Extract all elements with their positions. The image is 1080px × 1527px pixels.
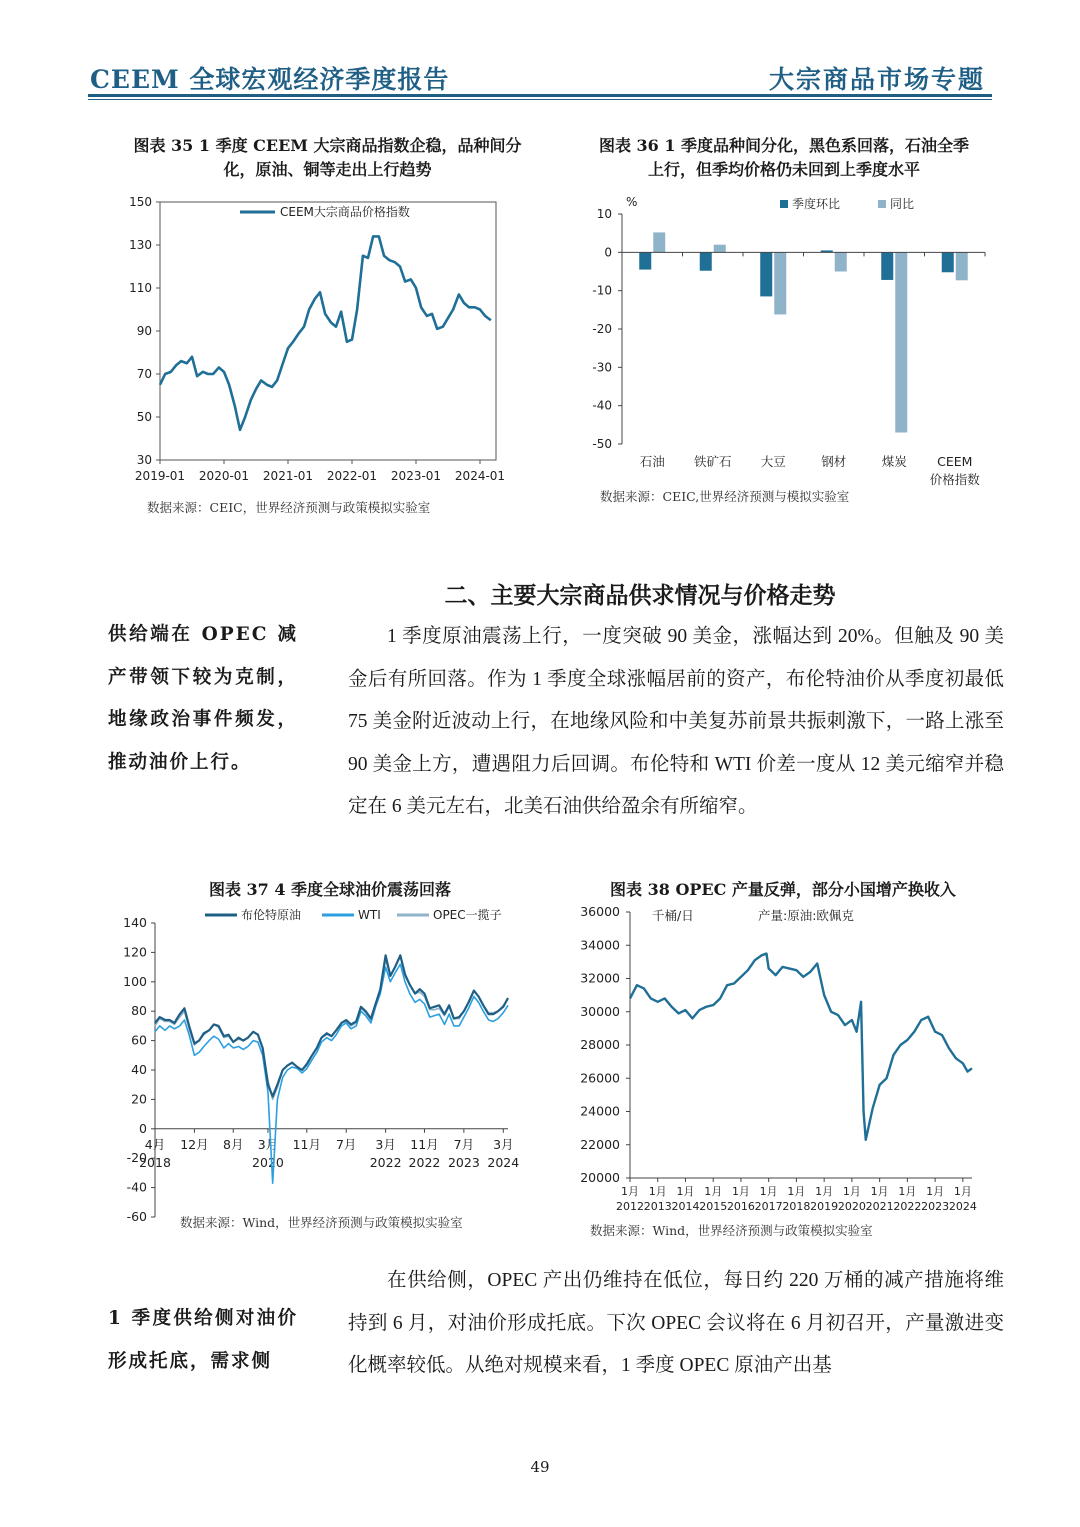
x-tick-month: 1月 [870,1185,889,1198]
x-year-label: 2022 [369,1154,402,1170]
y-tick-label: 32000 [580,970,620,986]
fig36-svg [580,190,1000,490]
x-tick-label: 3月 [257,1136,279,1152]
x-tick-label: 7月 [335,1136,357,1152]
y-tick-label: 10 [596,207,612,221]
x-tick-year: 2013 [643,1200,672,1213]
x-tick-year: 2019 [810,1200,839,1213]
x-tick-year: 2023 [921,1200,950,1213]
y-tick-label: -10 [592,283,612,298]
bar-yoy [653,232,665,252]
fig35-source: 数据来源：CEIC，世界经济预测与政策模拟实验室 [147,500,431,515]
paragraph-1: 1 季度原油震荡上行，一度突破 90 美金，涨幅达到 20%。但触及 90 美金后有所回落。作为 1 季度全球涨幅居前的资产，布伦特油价从季度初最低 75 美金附近波动上行，在地缘风险和中美复苏前景共振刺激下，一路上涨至 90 美金上方，遭遇阻力后回调。布伦特和 WTI 价差一度从 12 美元缩窄并稳定在 6 美元左右，北美石油供给盈余有所缩窄。 [348,626,1004,817]
fig36-source: 数据来源：CEIC,世界经济预测与模拟实验室 [600,489,850,504]
legend-label: 同比 [890,197,915,211]
y-tick-label: 120 [123,944,147,960]
plot-frame [160,202,496,460]
x-tick-year: 2021 [865,1200,894,1213]
x-tick-month: 1月 [953,1185,972,1198]
y-tick-label: 20000 [580,1170,620,1185]
x-year-label: 2024 [487,1154,520,1170]
x-year-label: 2020 [252,1154,284,1170]
report-title: CEEM 全球宏观经济季度报告 [90,65,450,94]
y-tick-label: -20 [592,322,612,336]
x-tick-year: 2016 [726,1200,755,1213]
y-unit: % [626,195,638,209]
x-tick-label: 2019-01 [134,469,186,483]
y-tick-label: 40 [131,1062,147,1077]
fig36-title [568,134,1000,182]
bar-qoq [700,252,712,270]
x-tick-month: 1月 [926,1185,945,1198]
x-tick-month: 1月 [842,1185,861,1198]
y-tick-label: 26000 [580,1070,620,1086]
fig38-title: 图表 38 OPEC 产量反弹，部分小国增产换收入 [610,880,956,899]
fig35-title-line1: 图表 35 1 季度 CEEM 大宗商品指数企稳，品种间分 [133,136,522,155]
y-tick-label: 80 [131,1003,147,1019]
fig36-title-line2: 上行，但季均价格仍未回到上季度水平 [647,160,920,179]
legend-swatch [780,200,788,208]
x-tick-year: 2018 [782,1200,811,1213]
y-tick-label: 110 [129,281,152,295]
category-label: 石油 [639,454,665,469]
y-tick-label: 0 [139,1120,147,1136]
y-tick-label: 22000 [580,1136,620,1152]
x-tick-label: 8月 [223,1136,244,1152]
y-tick-label: 140 [123,915,147,930]
x-tick-label: 11月 [292,1136,321,1152]
x-year-label: 2022 [408,1154,441,1170]
y-tick-label: -20 [126,1150,147,1166]
series-line-2 [155,957,508,1100]
x-tick-year: 2024 [948,1200,977,1213]
legend-label: WTI [358,908,381,922]
category-label: 大豆 [760,454,786,469]
section-title-text: 二、主要大宗商品供求情况与价格走势 [444,582,836,609]
units-label: 千桶/日 [652,908,694,923]
fig36-title-line1: 图表 36 1 季度品种间分化，黑色系回落，石油全季 [598,136,970,155]
fig38-source: 数据来源：Wind，世界经济预测与政策模拟实验室 [590,1223,873,1238]
x-tick-month: 1月 [759,1185,778,1198]
fig37-chart [100,900,540,1234]
fig37-source: 数据来源：Wind，世界经济预测与政策模拟实验室 [180,1215,463,1230]
page-number: 49 [530,1458,550,1476]
fig35-title-line2: 化，原油、铜等走出上行趋势 [223,160,432,179]
fig38-chart [572,900,992,1224]
category-label: 钢材 [821,454,847,469]
x-tick-label: 11月 [410,1136,439,1152]
x-tick-month: 1月 [898,1185,917,1198]
ceem-index-line [160,236,491,430]
y-tick-label: 100 [123,973,147,989]
category-label: 煤炭 [881,454,907,469]
x-tick-label: 2020-01 [198,469,250,483]
report-topic: 大宗商品市场专题 [768,65,985,94]
x-tick-month: 1月 [731,1185,750,1198]
bar-yoy [774,252,786,314]
legend-label: 布伦特原油 [241,908,302,922]
y-tick-label: 20 [131,1091,147,1107]
legend-label: CEEM大宗商品价格指数 [280,205,410,219]
y-tick-label: -60 [126,1209,147,1224]
x-tick-label: 12月 [180,1136,209,1152]
y-tick-label: 34000 [580,937,620,953]
y-tick-label: 30 [136,453,152,467]
x-tick-year: 2014 [671,1200,700,1213]
x-tick-year: 2020 [837,1200,866,1213]
bar-qoq [881,252,893,280]
side-note-1: 供给端在 OPEC 减产带领下较为克制，地缘政治事件频发，推动油价上行。 [108,624,298,773]
x-tick-label: 2022-01 [326,469,378,483]
x-tick-month: 1月 [787,1185,806,1198]
x-tick-label: 2023-01 [390,469,442,483]
bar-yoy [714,245,726,253]
y-tick-label: 70 [136,367,152,381]
y-tick-label: 90 [136,324,152,338]
category-label-cont: 价格指数 [929,472,980,487]
y-tick-label: 130 [129,238,152,252]
bar-qoq [942,252,954,272]
y-tick-label: 36000 [580,904,620,919]
x-year-label: 2023 [447,1154,480,1170]
fig37-title: 图表 37 4 季度全球油价震荡回落 [208,880,452,899]
x-tick-month: 1月 [704,1185,723,1198]
x-tick-label: 4月 [144,1136,166,1152]
opec-output-line [630,954,972,1140]
y-tick-label: 150 [129,195,152,209]
bar-yoy [895,252,907,432]
x-tick-month: 1月 [648,1185,667,1198]
fig36-chart [580,190,1000,494]
x-year-label: 2018 [139,1154,171,1170]
y-tick-label: -50 [592,437,612,451]
fig35-chart [100,190,530,504]
bar-yoy [956,252,968,280]
x-tick-month: 1月 [676,1185,695,1198]
x-tick-year: 2015 [699,1200,728,1213]
paragraph-2: 在供给侧，OPEC 产出仍维持在低位，每日约 220 万桶的减产措施将维持到 6 月，对油价形成托底。下次 OPEC 会议将在 6 月初召开，产量激进变化概率较低。从绝对规模来看，1 季度 OPEC 原油产出基 [348,1270,1004,1376]
side-note-2: 1 季度供给侧对油价形成托底，需求侧 [108,1308,298,1372]
header-rule [88,94,992,97]
y-tick-label: 0 [604,245,612,260]
y-tick-label: -30 [592,360,612,375]
fig35-title [100,134,555,182]
x-tick-year: 2022 [893,1200,922,1213]
x-tick-label: 3月 [375,1136,396,1152]
x-tick-year: 2012 [616,1200,644,1213]
legend-label: OPEC一揽子 [433,908,502,922]
y-tick-label: -40 [126,1179,147,1195]
header-rule-thin [88,99,992,100]
legend-label: 产量:原油:欧佩克 [758,908,854,923]
fig35-svg [100,190,530,500]
y-tick-label: 24000 [580,1103,620,1119]
y-tick-label: 28000 [580,1037,620,1052]
fig38-svg [572,900,992,1220]
x-tick-month: 1月 [815,1185,834,1198]
legend-swatch [878,200,886,208]
y-tick-label: 60 [131,1032,147,1048]
x-tick-month: 1月 [621,1185,639,1198]
x-tick-label: 3月 [493,1136,514,1152]
category-label: 铁矿石 [693,454,732,469]
bar-qoq [639,252,651,269]
fig37-svg [100,900,540,1230]
bar-yoy [835,252,847,271]
legend-label: 季度环比 [792,197,841,211]
y-tick-label: -40 [592,398,612,413]
x-tick-label: 2024-01 [454,469,506,483]
section-title [0,577,1080,610]
bar-qoq [760,252,772,296]
x-tick-label: 7月 [453,1136,475,1152]
x-tick-year: 2017 [754,1200,783,1213]
y-tick-label: 30000 [580,1003,620,1019]
x-tick-label: 2021-01 [262,469,314,483]
y-tick-label: 50 [136,410,152,424]
category-label: CEEM [937,454,973,469]
